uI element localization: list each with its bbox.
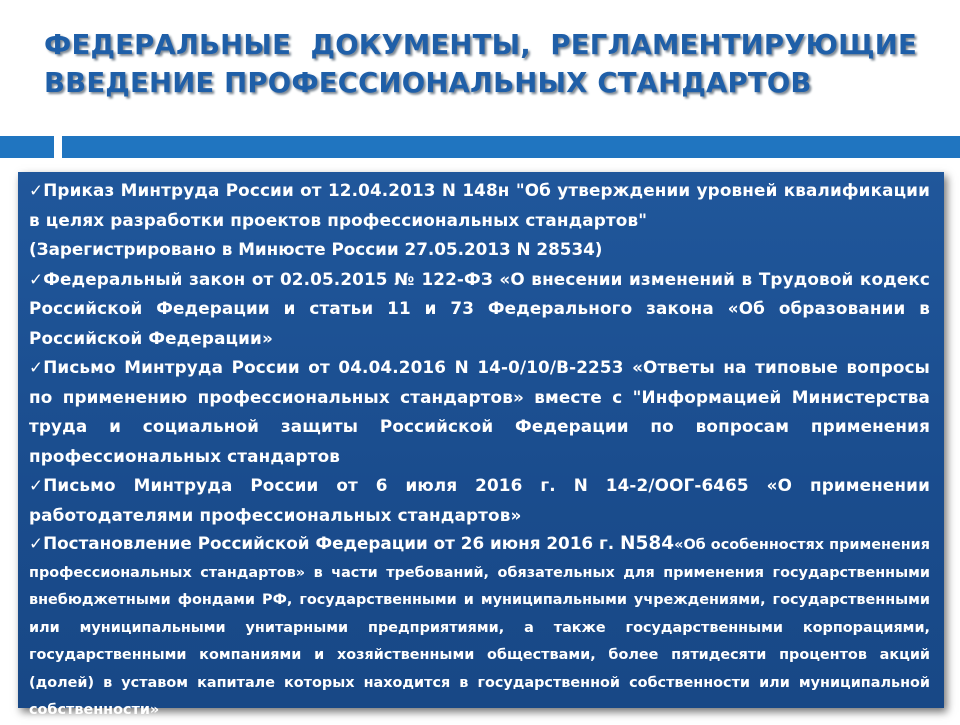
checkmark-icon: ✓ <box>29 180 44 200</box>
title-line-2: ВВЕДЕНИЕ ПРОФЕССИОНАЛЬНЫХ СТАНДАРТОВ <box>44 67 812 99</box>
list-item-text: Приказ Минтруда России от 12.04.2013 N 148н "Об утверждении уровней квалификации в целях разработки проектов профессиональных стандартов" <box>29 180 930 230</box>
list-item <box>29 471 930 530</box>
list-item-text: Федеральный закон от 02.05.2015 № 122-ФЗ «О внесении изменений в Трудовой кодекс Российской Федерации и статьи 11 и 73 Федерального закона «Об образовании в Российской Федерации» <box>29 268 930 348</box>
title-word-3: РЕГЛАМЕНТИРУЮЩИЕ <box>550 29 917 61</box>
title-word-1: ФЕДЕРАЛЬНЫЕ <box>44 29 292 61</box>
list-item-text: Письмо Минтруда России от 6 июля 2016 г. N 14-2/ООГ-6465 «О применении работодателями профессиональных стандартов» <box>29 475 930 525</box>
list-item-note: (Зарегистрировано в Минюсте России 27.05.2013 N 28534) <box>29 239 603 259</box>
checkmark-icon: ✓ <box>29 357 44 377</box>
list-item-lead: Постановление Российской Федерации от 26 июня 2016 г. <box>43 533 621 553</box>
checkmark-icon: ✓ <box>29 533 44 553</box>
accent-bar-left <box>0 136 54 158</box>
list-item-number: N584 <box>620 533 675 554</box>
list-item <box>29 353 930 471</box>
list-item-text: Письмо Минтруда России от 04.04.2016 N 14-0/10/В-2253 «Ответы на типовые вопросы по применению профессиональных стандартов» вместе с "Информацией Министерства труда и социальной защиты Российской Федерации по вопросам применения профессиональных стандартов <box>29 357 930 466</box>
documents-list <box>18 172 944 718</box>
list-item <box>29 265 930 354</box>
checkmark-icon: ✓ <box>29 475 44 495</box>
title-word-2: ДОКУМЕНТЫ, <box>310 29 531 61</box>
left-rule <box>0 0 8 720</box>
list-item <box>29 176 930 235</box>
list-item <box>29 530 930 725</box>
list-item-text: «Об особенностях применения профессиональных стандартов» в части требований, обязательных для применения государственными внебюджетными фондами РФ, государственными и муниципальными учреждениями, государственными или муниципальными унитарными предприятиями, а также государственными корпорациями, государственными компаниями и хозяйственными обществами, более пятидесяти процентов акций (долей) в уставом капитале которых находится в государственной собственности или муниципальной собственности» <box>29 537 930 718</box>
title-line-1 <box>44 26 917 64</box>
accent-bar-right <box>62 136 960 158</box>
checkmark-icon: ✓ <box>29 268 44 289</box>
slide-title <box>44 26 917 102</box>
